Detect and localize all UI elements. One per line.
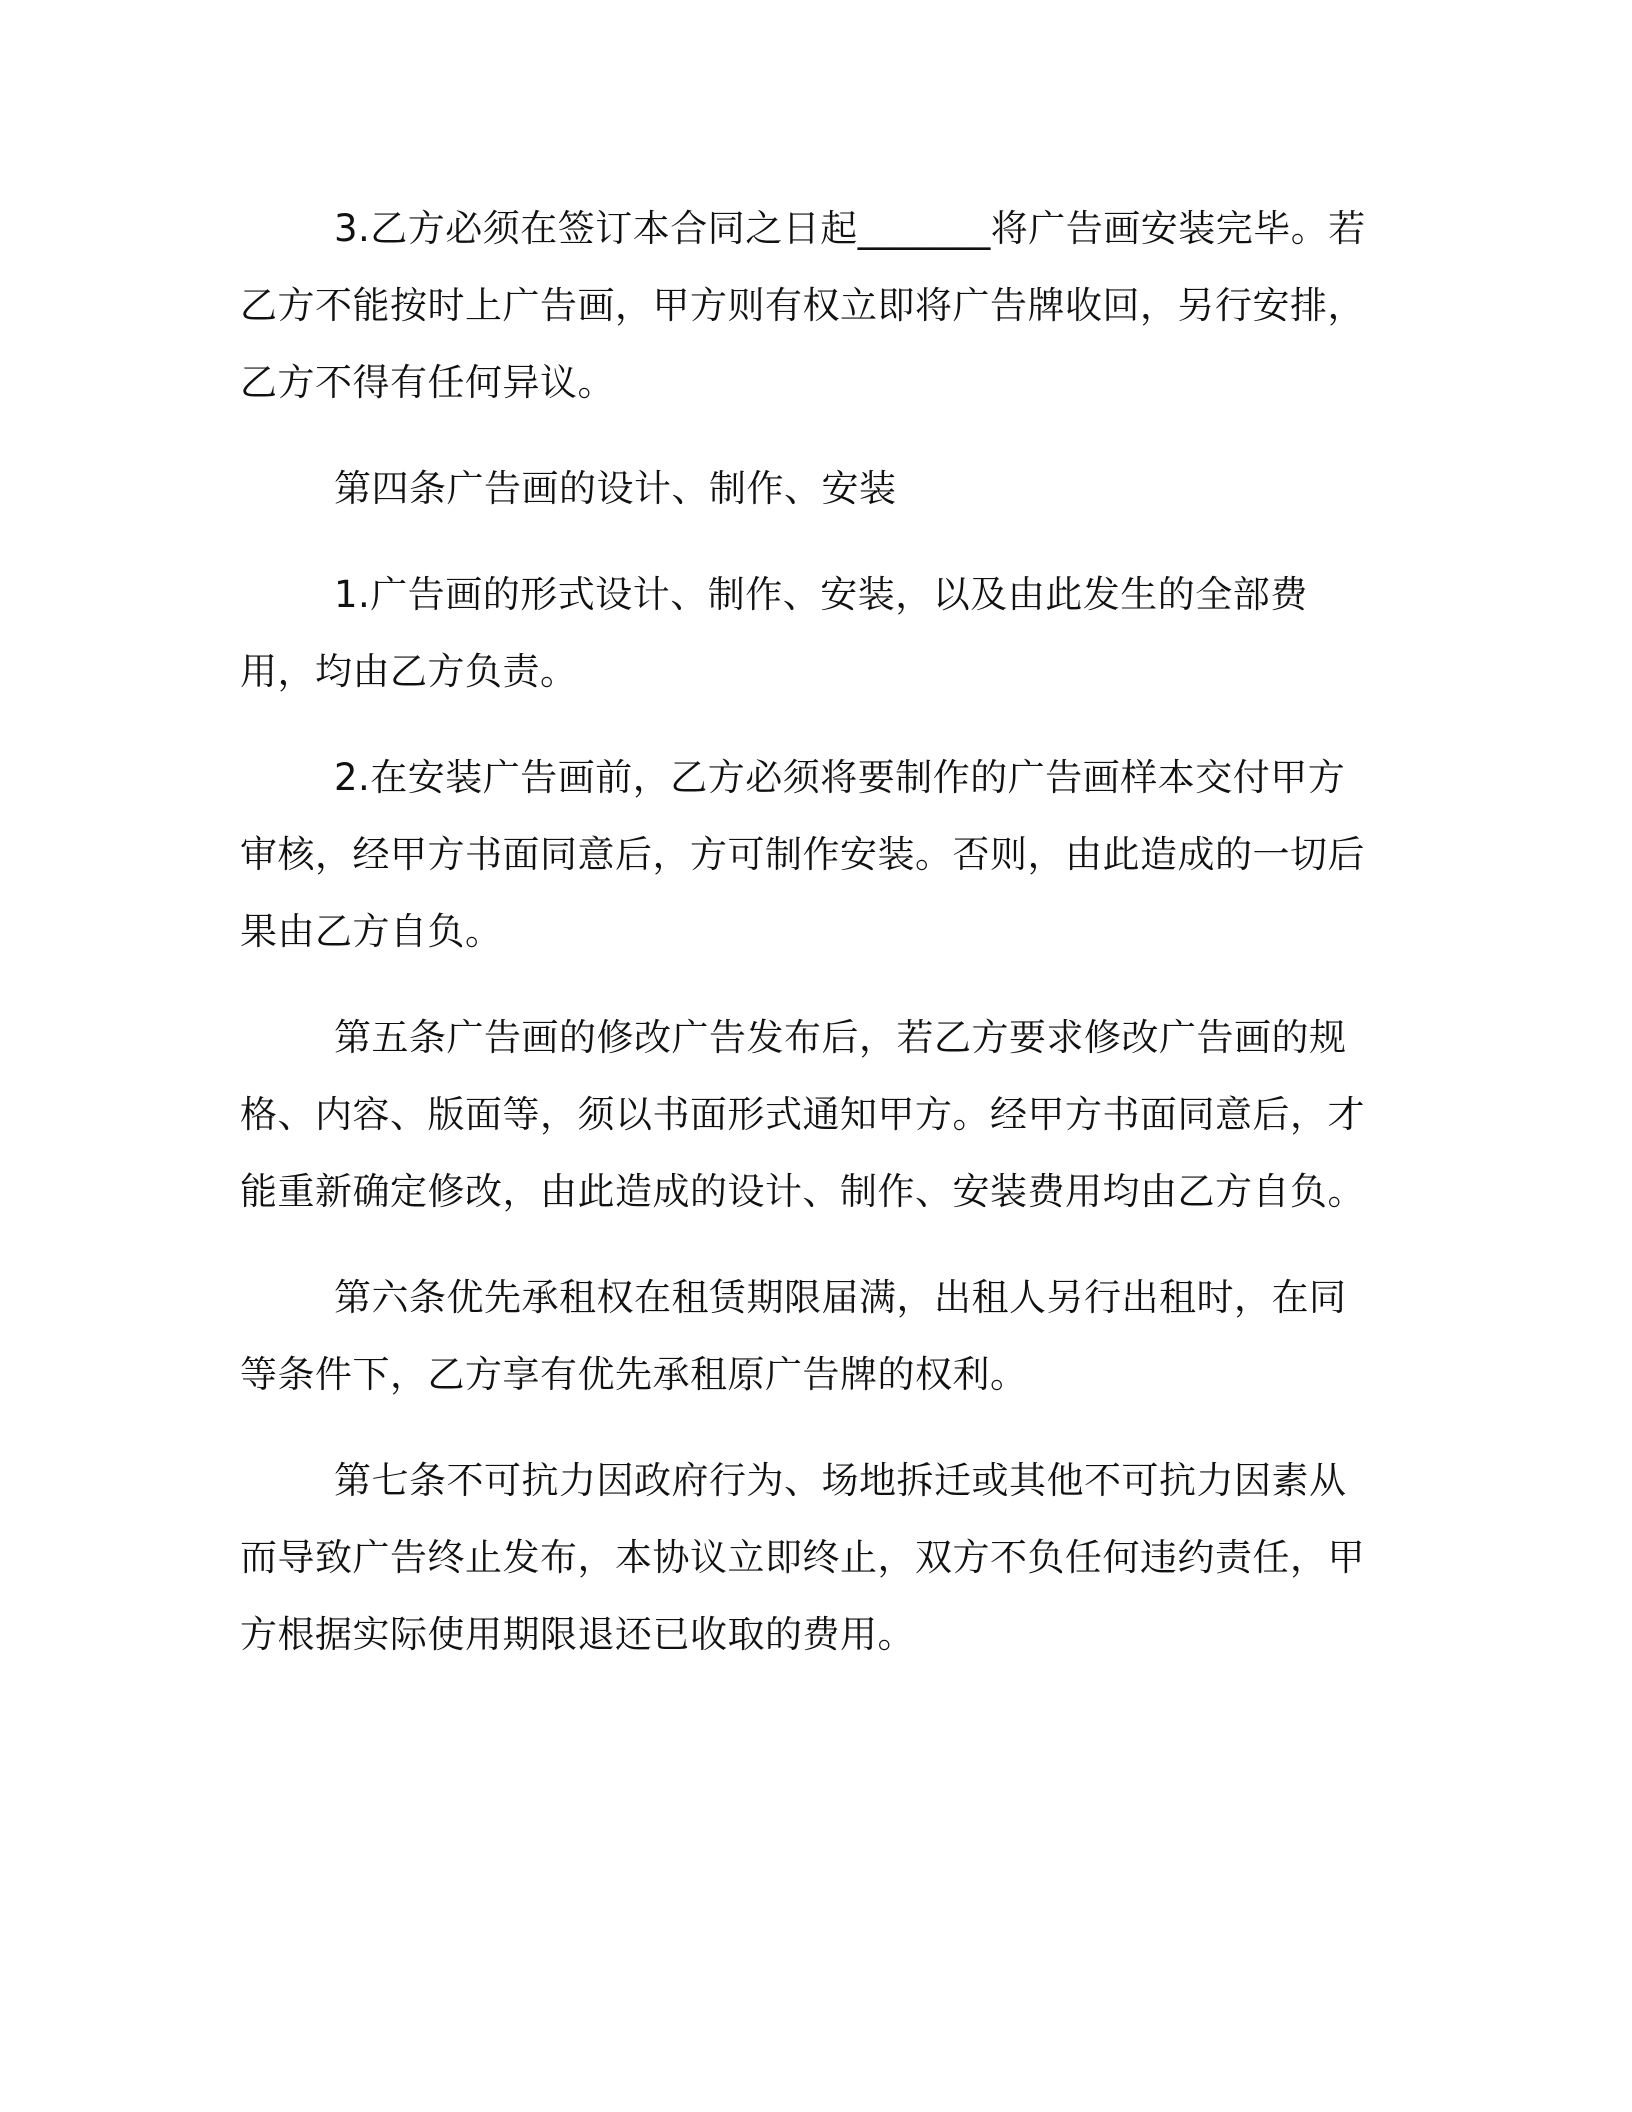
clause-4-2-approval: 2.在安装广告画前，乙方必须将要制作的广告画样本交付甲方审核，经甲方书面同意后，方可制作安装。否则，由此造成的一切后果由乙方自负。 (240, 756, 1365, 953)
document-body (240, 190, 1380, 1702)
article-5-modification: 第五条广告画的修改广告发布后，若乙方要求修改广告画的规格、内容、版面等，须以书面形式通知甲方。经甲方书面同意后，才能重新确定修改，由此造成的设计、制作、安装费用均由乙方自负。 (240, 1016, 1365, 1213)
clause-4-1-costs: 1.广告画的形式设计、制作、安装，以及由此发生的全部费用，均由乙方负责。 (240, 573, 1308, 693)
clause-3-installation-deadline: 3.乙方必须在签订本合同之日起_______将广告画安装完毕。若乙方不能按时上广告画，甲方则有权立即将广告牌收回，另行安排，乙方不得有任何异议。 (240, 207, 1366, 404)
article-6-priority-lease: 第六条优先承租权在租赁期限届满，出租人另行出租时，在同等条件下，乙方享有优先承租原广告牌的权利。 (240, 1276, 1347, 1396)
article-4-heading: 第四条广告画的设计、制作、安装 (334, 467, 897, 510)
article-7-force-majeure: 第七条不可抗力因政府行为、场地拆迁或其他不可抗力因素从而导致广告终止发布，本协议立即终止，双方不负任何违约责任，甲方根据实际使用期限退还已收取的费用。 (240, 1459, 1365, 1656)
